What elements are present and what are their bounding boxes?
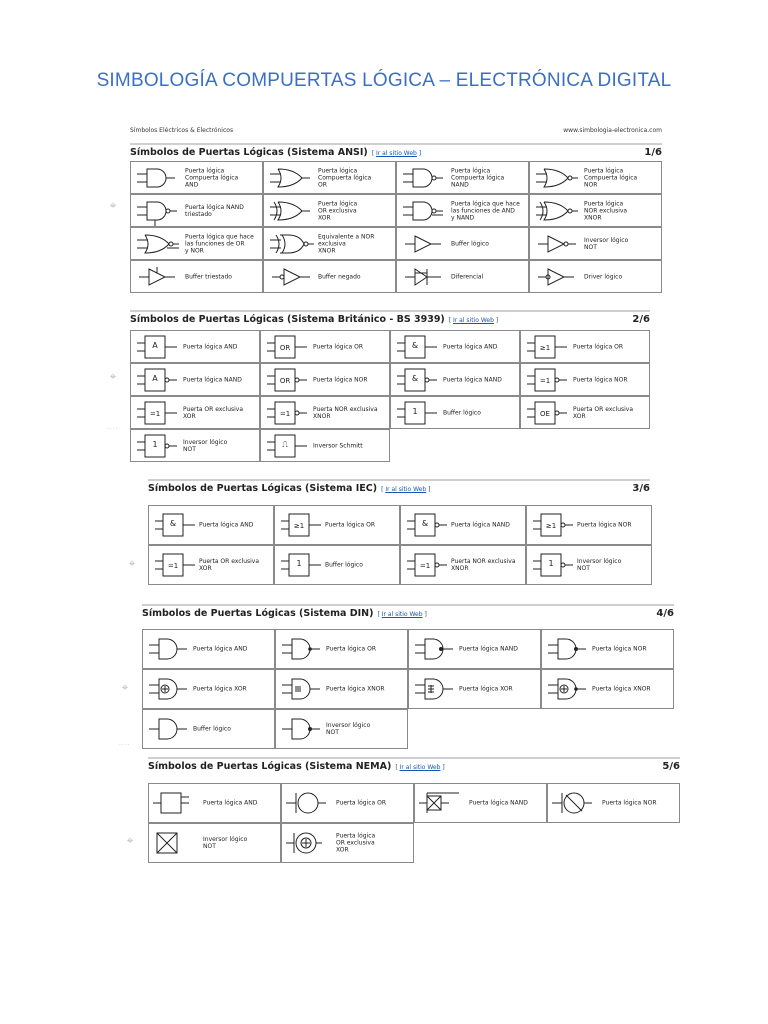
section-title [148,483,430,494]
logic-gate-icon [279,513,323,537]
symbol-label: Puerta lógica XNOR [326,685,385,693]
symbol-label: Buffer lógico [443,409,481,416]
logic-gate-icon [135,335,179,359]
svg-text:&: & [169,519,177,528]
symbol-label: Puerta OR exclusiva XOR [573,405,634,420]
svg-text:=1: =1 [149,409,161,418]
logic-gate-icon [268,199,320,223]
logic-gate-icon [135,434,179,458]
logic-gate-icon [525,335,569,359]
symbol-label: Inversor lógico NOT [183,438,228,453]
svg-text:=1: =1 [279,409,291,418]
symbol-label: Puerta lógica Compuerta lógica NOR [584,167,638,188]
document-title: SIMBOLOGÍA COMPUERTAS LÓGICA – ELECTRÓNICA DIGITAL [96,70,672,91]
page-number: 3/6 [632,483,650,494]
symbol-label: Puerta lógica OR [336,799,386,807]
symbol-cell [520,330,650,363]
symbol-label: Puerta lógica NAND triestado [185,203,244,218]
symbol-cell [263,227,396,260]
symbol-cell [396,227,529,260]
logic-gate-icon [401,166,453,190]
logic-gate-icon [413,637,457,661]
logic-gate-icon [147,717,191,741]
logic-gate-icon [401,265,453,289]
svg-text:&: & [411,373,419,383]
symbol-label: Puerta NOR exclusiva XNOR [451,558,516,572]
symbol-label: Puerta lógica que hace las funciones de AND y NAND [451,200,520,221]
svg-text:OE: OE [540,409,550,418]
section-divider [142,604,674,606]
symbol-cell [130,330,260,363]
symbol-cell [526,545,652,585]
symbol-label: Puerta lógica OR [313,343,363,350]
symbol-label: Puerta lógica XOR [459,685,513,693]
symbol-label: Buffer lógico [451,240,489,247]
symbol-cell [130,396,260,429]
logic-gate-icon [135,368,179,392]
symbol-cell [520,396,650,429]
header-site-url: www.simbologia-electronica.com [563,127,662,134]
symbol-label: Inversor lógico NOT [203,836,248,850]
symbol-cell [142,709,275,749]
svg-text:=1: =1 [539,376,551,385]
symbol-label: Puerta lógica NOR exclusiva XNOR [584,200,628,221]
logic-gate-icon [531,513,575,537]
logic-gate-icon [534,199,586,223]
symbol-cell [130,429,260,462]
symbol-label: Puerta OR exclusiva XOR [199,558,260,572]
header-site-name: Símbolos Eléctricos & Electrónicos [130,127,234,134]
symbol-label: Inversor lógico NOT [577,558,622,572]
symbol-label: Buffer lógico [193,725,231,733]
logic-gate-icon [265,368,309,392]
crosshair-icon: ⌖ [121,680,129,694]
symbol-label: Puerta lógica AND [443,343,498,350]
symbol-cell [148,505,274,545]
logic-gate-icon [534,166,586,190]
symbol-label: Puerta lógica NAND [469,799,528,807]
symbol-cell [396,194,529,227]
symbol-cell [130,363,260,396]
symbol-cell [275,709,408,749]
logic-gate-icon [395,335,439,359]
logic-gate-icon [395,401,439,425]
svg-text:A: A [152,373,158,383]
symbol-label: Puerta lógica NOR [577,521,632,529]
symbol-cell [130,161,263,194]
symbol-cell [142,629,275,669]
logic-gate-icon [413,677,457,701]
symbol-label: Inversor lógico NOT [326,722,371,736]
logic-gate-icon [534,265,586,289]
svg-text:&: & [421,519,429,528]
symbol-cell [390,396,520,429]
symbol-label: Diferencial [451,273,484,280]
symbol-cell [260,429,390,462]
logic-gate-icon [268,166,320,190]
logic-gate-icon [135,232,187,256]
symbol-cell [274,545,400,585]
logic-gate-icon [153,513,197,537]
symbol-label: Buffer lógico [325,561,363,569]
symbol-label: Puerta lógica NAND [459,645,518,653]
logic-gate-icon [401,199,453,223]
svg-text:OR: OR [279,343,291,352]
symbol-label: Puerta lógica NOR [313,376,368,383]
symbol-cell [130,227,263,260]
margin-dots: .... [107,424,119,431]
website-link[interactable]: [ Ir al sitio Web ] [448,317,499,324]
symbol-label: Puerta lógica NAND [443,376,502,383]
section-title-text: Símbolos de Puertas Lógicas (Sistema DIN) [142,608,374,619]
section-divider [130,143,662,145]
symbol-label: Puerta lógica que hace las funciones de OR y NOR [185,233,254,254]
symbol-cell [529,194,662,227]
svg-text:≥1: ≥1 [545,522,557,530]
symbol-label: Inversor lógico NOT [584,236,629,251]
symbol-cell [408,669,541,709]
logic-gate-icon [265,335,309,359]
logic-gate-icon [147,637,191,661]
symbol-label: Puerta lógica AND [193,645,248,653]
logic-gate-icon [153,553,197,577]
section-title [148,761,445,772]
section-divider [148,479,650,481]
symbol-cell [130,194,263,227]
symbol-label: Puerta lógica NAND [451,521,510,529]
logic-gate-icon [135,265,187,289]
section-title-text: Símbolos de Puertas Lógicas (Sistema Británico - BS 3939) [130,314,445,325]
page-number: 2/6 [632,314,650,325]
symbol-cell [148,823,281,863]
symbol-label: Puerta lógica OR [326,645,376,653]
crosshair-icon: ⌖ [109,369,117,383]
symbol-cell [275,629,408,669]
symbol-cell [541,669,674,709]
symbol-cell [414,783,547,823]
symbol-label: Puerta NOR exclusiva XNOR [313,405,378,420]
crosshair-icon: ⌖ [109,198,117,212]
svg-text:1: 1 [296,559,302,568]
svg-text:=1: =1 [419,562,431,570]
symbol-cell [400,545,526,585]
logic-gate-icon [268,265,320,289]
svg-text:1: 1 [412,406,418,416]
logic-gate-icon [401,232,453,256]
symbol-cell [526,505,652,545]
symbol-cell [275,669,408,709]
section-title-text: Símbolos de Puertas Lógicas (Sistema NEMA) [148,761,392,772]
symbol-label: Inversor Schmitt [313,442,363,449]
symbol-label: Puerta lógica OR exclusiva XOR [318,200,358,221]
symbol-label: Puerta lógica XNOR [592,685,651,693]
symbol-label: Puerta lógica AND [203,799,258,807]
symbol-label: Puerta lógica NAND [183,376,242,383]
symbol-label: Buffer triestado [185,273,232,280]
symbol-cell [263,161,396,194]
logic-gate-icon [279,553,323,577]
symbol-label: Puerta lógica NOR [592,645,647,653]
page-number: 4/6 [656,608,674,619]
symbol-cell [390,363,520,396]
section-title-text: Símbolos de Puertas Lógicas (Sistema ANSI) [130,147,368,158]
logic-gate-icon [265,434,309,458]
symbol-cell [260,396,390,429]
symbol-label: Puerta lógica OR [325,521,375,529]
symbol-label: Puerta lógica Compuerta lógica OR [318,167,372,188]
symbol-cell [263,260,396,293]
website-link[interactable]: [ Ir al sitio Web ] [395,764,445,771]
svg-text:&: & [411,340,419,350]
svg-text:≥1: ≥1 [539,343,551,352]
symbol-cell [148,783,281,823]
symbol-cell [520,363,650,396]
logic-gate-icon [531,553,575,577]
logic-gate-icon [280,677,324,701]
section-divider [130,310,650,312]
logic-gate-icon [147,677,191,701]
symbol-cell [529,161,662,194]
logic-gate-icon [525,368,569,392]
symbol-cell [142,669,275,709]
symbol-label: Puerta lógica NOR [602,799,657,807]
logic-gate-icon [280,637,324,661]
margin-dots: .... [119,740,131,747]
symbol-cell [274,505,400,545]
website-link[interactable]: [ Ir al sitio Web ] [371,150,422,157]
svg-text:=1: =1 [167,562,179,570]
logic-gate-icon [280,717,324,741]
symbol-label: Puerta lógica Compuerta lógica NAND [451,167,505,188]
svg-text:≥1: ≥1 [293,522,305,530]
crosshair-icon: ⌖ [128,556,136,570]
symbol-cell [400,505,526,545]
svg-text:A: A [152,340,158,350]
symbol-cell [529,227,662,260]
symbol-cell [260,330,390,363]
svg-text:1: 1 [152,439,158,449]
symbol-cell [529,260,662,293]
symbol-cell [547,783,680,823]
symbol-label: Puerta lógica OR exclusiva XOR [336,832,376,854]
page-number: 1/6 [644,147,662,158]
symbol-cell [396,260,529,293]
logic-gate-icon [405,553,449,577]
svg-text:⎍: ⎍ [282,439,288,449]
section-title [130,314,498,325]
symbol-label: Equivalente a NOR exclusiva XNOR [318,233,375,254]
logic-gate-icon [525,401,569,425]
website-link[interactable]: [ Ir al sitio Web ] [381,486,431,493]
symbol-label: Puerta lógica OR [573,343,623,350]
crosshair-icon: ⌖ [126,833,134,847]
symbol-label: Puerta lógica NOR [573,376,628,383]
logic-gate-icon [534,232,586,256]
section-divider [148,757,680,759]
symbol-cell [263,194,396,227]
symbol-label: Puerta OR exclusiva XOR [183,405,244,420]
section-title-text: Símbolos de Puertas Lógicas (Sistema IEC) [148,483,378,494]
section-title [142,608,427,619]
symbol-label: Puerta lógica XOR [193,685,247,693]
symbol-cell [148,545,274,585]
symbol-cell [281,783,414,823]
symbol-cell [408,629,541,669]
symbol-cell [396,161,529,194]
page-number: 5/6 [662,761,680,772]
logic-gate-icon [268,232,320,256]
logic-gate-icon [395,368,439,392]
logic-gate-icon [265,401,309,425]
symbol-cell [390,330,520,363]
section-title [130,147,421,158]
logic-gate-icon [135,166,187,190]
symbol-cell [130,260,263,293]
logic-gate-icon [546,677,590,701]
symbol-label: Buffer negado [318,273,361,280]
logic-gate-icon [546,637,590,661]
svg-text:1: 1 [548,559,554,568]
symbol-label: Driver lógico [584,273,623,280]
symbol-cell [281,823,414,863]
logic-gate-icon [135,401,179,425]
svg-text:OR: OR [279,376,291,385]
logic-gate-icon [135,199,187,223]
website-link[interactable]: [ Ir al sitio Web ] [377,611,427,618]
symbol-cell [541,629,674,669]
symbol-label: Puerta lógica AND [183,343,238,350]
symbol-label: Puerta lógica AND [199,521,254,529]
symbol-label: Puerta lógica Compuerta lógica AND [185,167,239,188]
logic-gate-icon [405,513,449,537]
symbol-cell [260,363,390,396]
